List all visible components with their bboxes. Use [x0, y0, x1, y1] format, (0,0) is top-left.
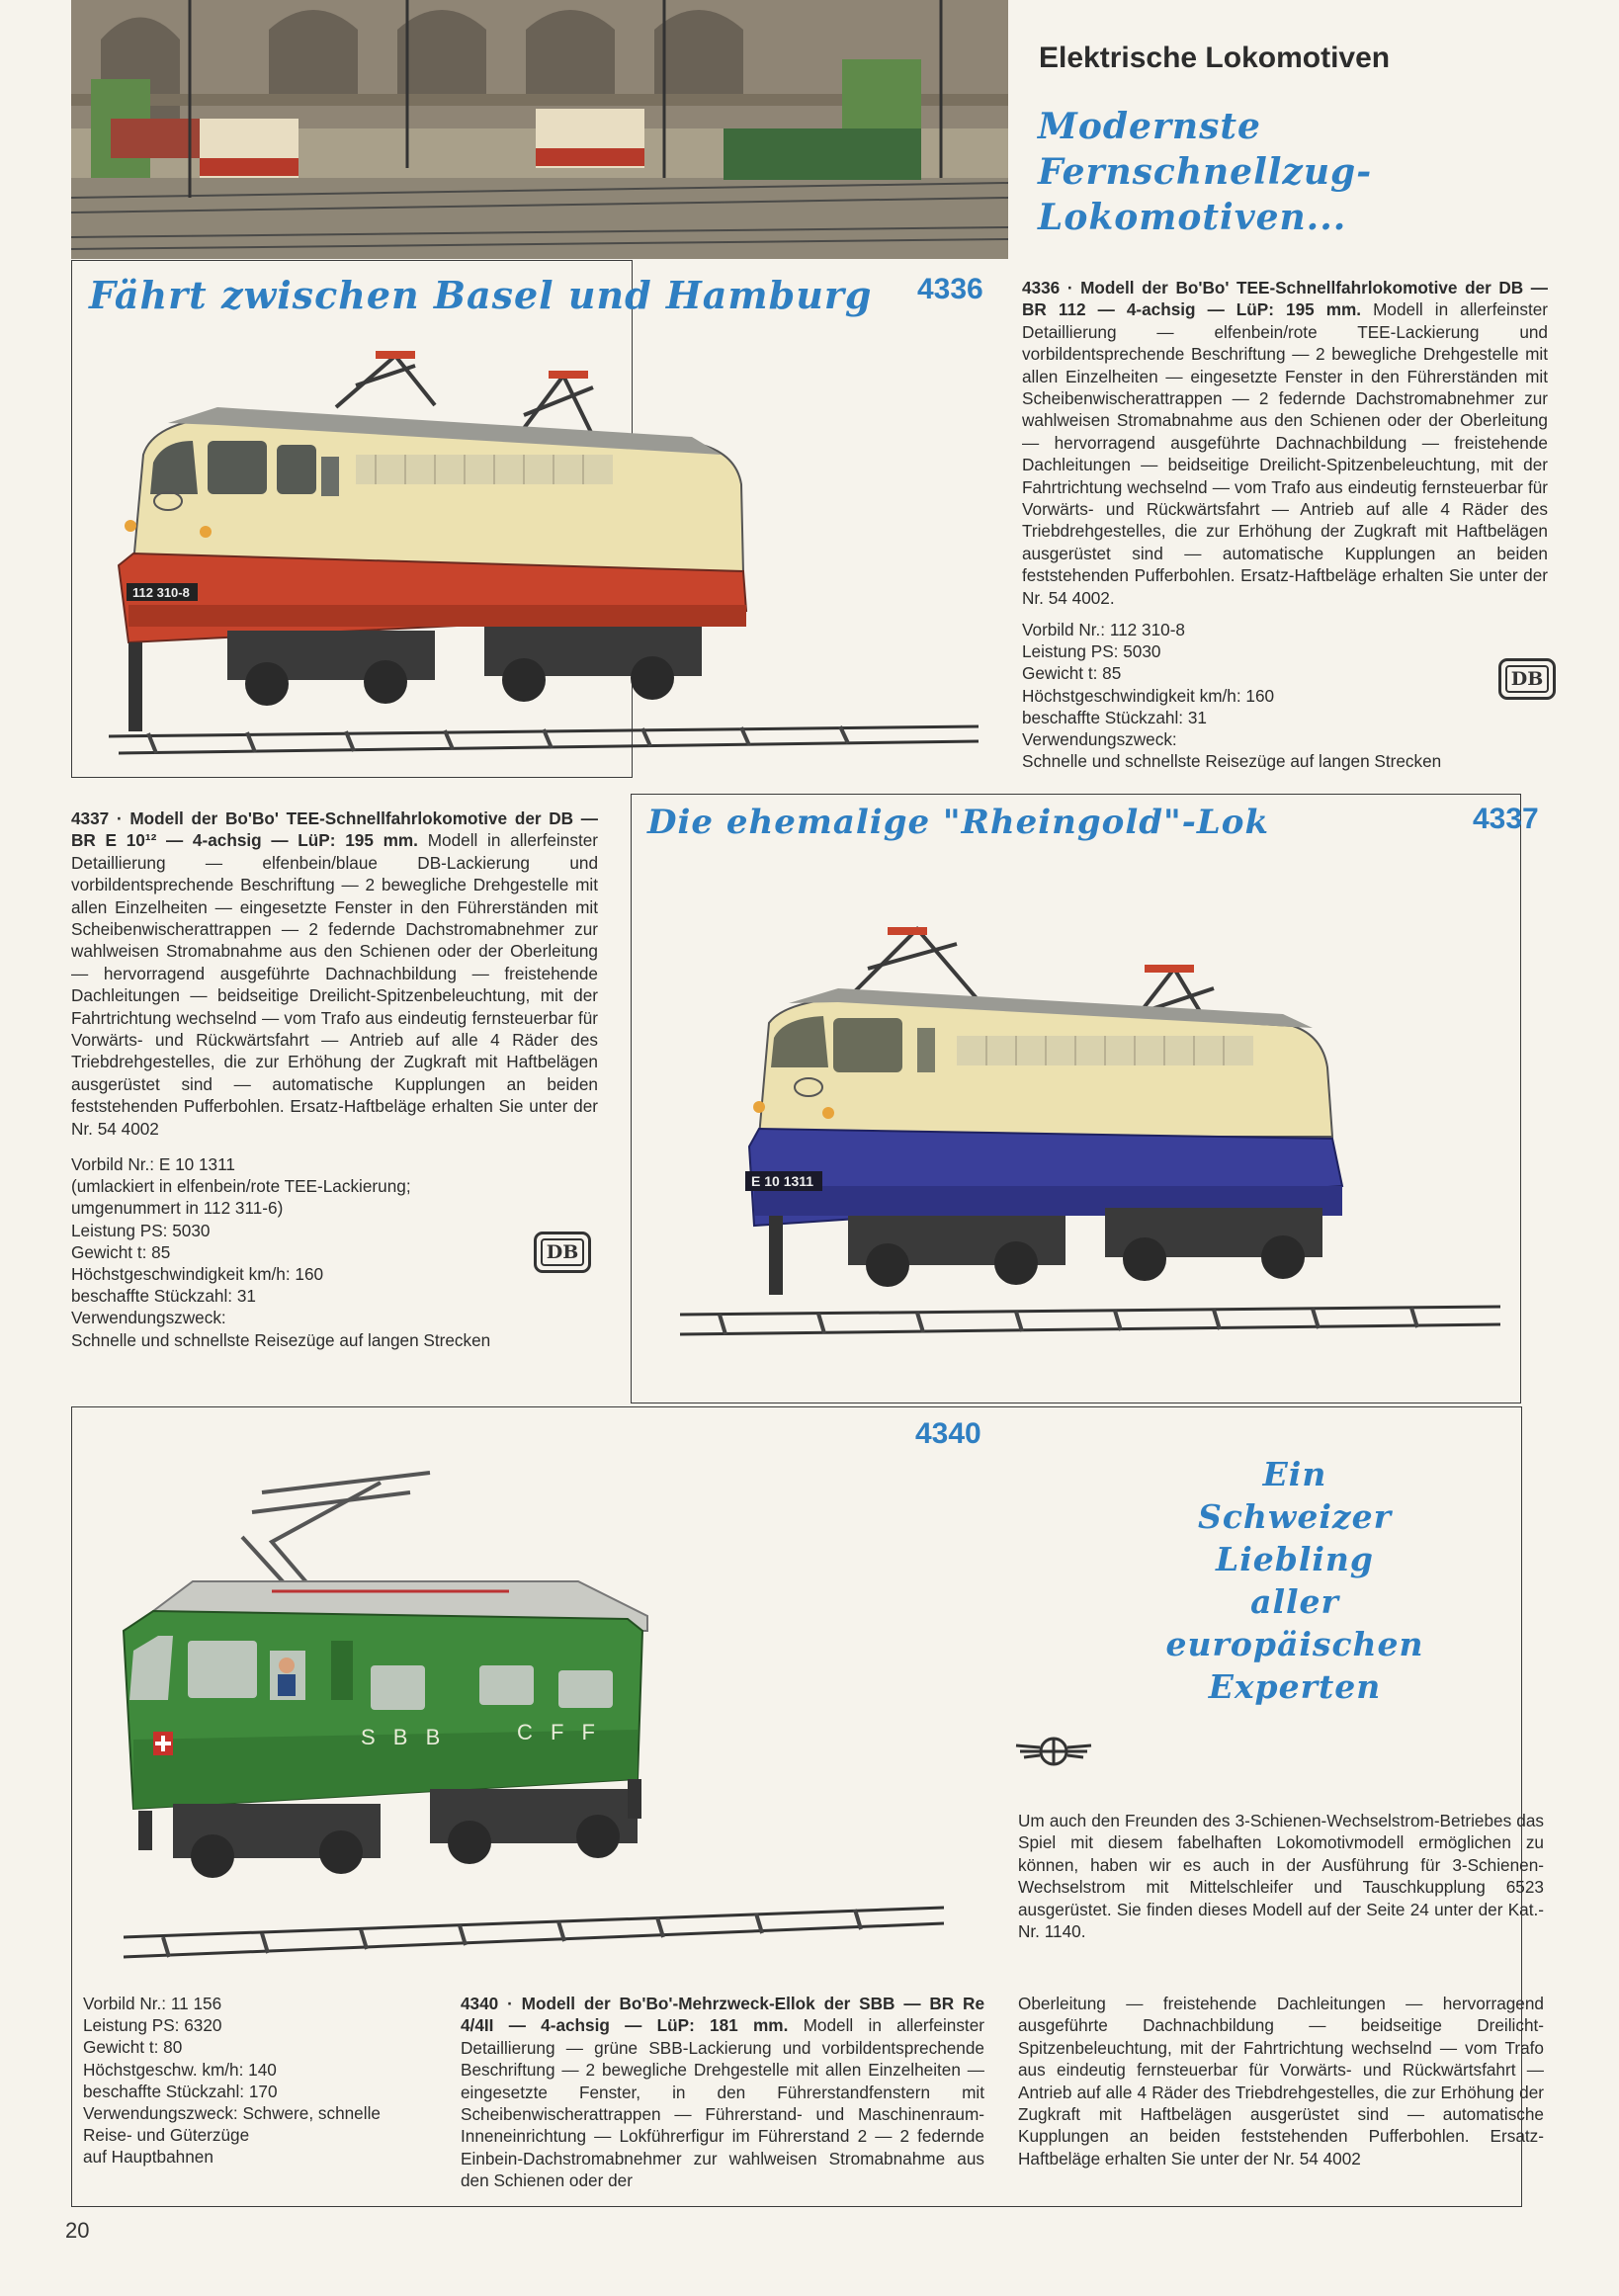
spec-line: Vorbild Nr.: 112 310-8: [1022, 620, 1185, 639]
slogan-line: europäischen: [1165, 1625, 1424, 1663]
locomotive-4337-image: [660, 919, 1510, 1354]
locomotive-4340-image: [114, 1443, 983, 1997]
spec-line: Vorbild Nr.: E 10 1311: [71, 1154, 235, 1174]
layout-photo: [71, 0, 1008, 259]
specs-4337: [71, 1153, 490, 1351]
spec-line: Verwendungszweck: Schwere, schnelle: [83, 2103, 381, 2124]
slogan-line: Lokomotiven...: [1038, 197, 1347, 238]
description-body: Oberleitung — freistehende Dachleitungen — hervorragend ausgeführte Dachnachbildung — beidseitige Dreilicht-Spitzenbeleuchtung, mit der Fahrtrichtung wechselnd — vom Trafo aus eindeutig fernsteuerbar für Vorwärts- und Rückwärtsfahrt — Antrieb auf alle 4 Räder des Triebdrehgestelles, die zur Erhöhung der Zugkraft mit Haftbelägen ausgerüstet sind — automatische Kupplungen an beiden feststehenden Pufferbohlen. Ersatz-Haftbeläge erhalten Sie unter der Nr. 54 4002: [1018, 1994, 1544, 2168]
spec-line: Verwendungszweck:: [71, 1308, 226, 1328]
slogan-line: Experten: [1208, 1667, 1382, 1706]
db-logo: DB: [534, 1232, 591, 1273]
locomotive-4336-image: [109, 346, 998, 761]
description-body: Modell in allerfeinster Detaillierung — elfenbein/blaue DB-Lackierung und vorbildentsprechende Beschriftung — 2 bewegliche Drehgestelle mit allen Einzelheiten — eingesetzte Fenster in den Führerständen mit Scheibenwischerattrappen — 2 federnde Dachstromabnehmer zur wahlweisen Stromabnahme aus den Schienen oder der Oberleitung — hervorragend ausgeführte Dachnachbildung — freistehende Dachleitungen — beidseitige Dreilicht-Spitzenbeleuchtung, mit der Fahrtrichtung wechselnd — vom Trafo aus eindeutig fernsteuerbar für Vorwärts- und Rückwärtsfahrt — Antrieb auf alle 4 Räder des Triebdrehgestelles, die zur Erhöhung der Zugkraft mit Haftbelägen ausgerüstet sind — automatische Kupplungen an beiden feststehenden Pufferbohlen. Ersatz-Haftbeläge erhalten Sie unter der Nr. 54 4002: [71, 830, 599, 1139]
db-logo: DB: [1498, 658, 1556, 700]
catchline: Fährt zwischen Basel und Hamburg: [89, 273, 873, 317]
specs-4336: [1022, 619, 1441, 772]
spec-line: Leistung PS: 5030: [1022, 641, 1161, 662]
description-4337: [71, 808, 598, 1140]
spec-line: Höchstgeschw. km/h: 140: [83, 2059, 277, 2080]
description-4336: [1022, 277, 1548, 609]
spec-line: beschaffte Stückzahl: 31: [71, 1286, 256, 1307]
winged-wheel-icon: [1014, 1732, 1093, 1771]
slogan-line: Liebling: [1216, 1540, 1374, 1578]
spec-line: beschaffte Stückzahl: 31: [1022, 707, 1207, 727]
item-number: 4336: [917, 273, 983, 305]
spec-line: Reise- und Güterzüge: [83, 2125, 250, 2146]
description-heading: 4337 · Modell der Bo'Bo' TEE-Schnellfahrlokomotive der DB — BR E 10¹² — 4-achsig — LüP: 195 mm.: [71, 808, 598, 851]
description-4340-continued: [1018, 1993, 1544, 2169]
spec-line: Leistung PS: 6320: [83, 2015, 222, 2036]
slogan: [1038, 104, 1372, 240]
note-body: Um auch den Freunden des 3-Schienen-Wechselstrom-Betriebes das Spiel mit diesem fabelhaften Lokomotivmodell ermöglichen zu können, haben wir es auch in der Ausführung für 3-Schienen-Wechselstrom mit Mittelschleifer und Tauschkupplung 6523 ausgerüstet. Sie finden dieses Modell auf der Seite 24 unter der Kat.-Nr. 1140.: [1018, 1811, 1544, 1942]
loco-lettering: S B B: [361, 1725, 447, 1749]
spec-line: Gewicht t: 85: [71, 1241, 171, 1262]
slogan-4340: [1137, 1453, 1453, 1708]
description-heading: 4336 · Modell der Bo'Bo' TEE-Schnellfahrlokomotive der DB — BR 112 — 4-achsig — LüP: 195 mm.: [1022, 278, 1548, 320]
note-4340: [1018, 1810, 1544, 1942]
slogan-line: Fernschnellzug-: [1038, 151, 1373, 193]
spec-line: Schnelle und schnellste Reisezüge auf langen Strecken: [1022, 751, 1442, 772]
spec-line: (umlackiert in elfenbein/rote TEE-Lackierung;: [71, 1176, 411, 1197]
spec-line: Gewicht t: 85: [1022, 663, 1122, 684]
page-number: 20: [65, 2218, 90, 2243]
loco-number-label: E 10 1311: [751, 1173, 814, 1189]
description-body: Modell in allerfeinster Detaillierung — grüne SBB-Lackierung und vorbildentsprechende Beschriftung — 2 bewegliche Drehgestelle mit allen Einzelheiten — eingesetzte Fenster, in den Führerstandfenstern mit Scheibenwischerattrappen — Führerstand- und Maschinenraum-Inneneinrichtung — Lokführerfigur im Führerstand 2 — 2 federnde Einbein-Dachstromabnehmer zur wahlweisen Stromabnahme aus den Schienen oder der: [461, 2015, 984, 2191]
spec-line: Leistung PS: 5030: [71, 1220, 211, 1240]
spec-line: auf Hauptbahnen: [83, 2147, 213, 2168]
catchline: Die ehemalige "Rheingold"-Lok: [647, 803, 1269, 842]
spec-line: umgenummert in 112 311-6): [71, 1198, 284, 1219]
spec-line: Höchstgeschwindigkeit km/h: 160: [1022, 685, 1275, 706]
slogan-line: aller: [1250, 1582, 1339, 1621]
loco-lettering: C F F: [517, 1720, 601, 1744]
description-heading: 4340 · Modell der Bo'Bo'-Mehrzweck-Ellok der SBB — BR Re 4/4II — 4-achsig — LüP: 181 mm.: [461, 1994, 984, 2036]
spec-line: Höchstgeschwindigkeit km/h: 160: [71, 1264, 324, 1285]
specs-4340: [83, 1993, 381, 2168]
item-number: 4340: [915, 1417, 981, 1450]
spec-line: Schnelle und schnellste Reisezüge auf langen Strecken: [71, 1329, 491, 1350]
spec-line: Vorbild Nr.: 11 156: [83, 1994, 222, 2013]
spec-line: Gewicht t: 80: [83, 2037, 183, 2058]
page-heading: Elektrische Lokomotiven: [1039, 42, 1391, 74]
slogan-line: Schweizer: [1198, 1497, 1392, 1536]
description-body: Modell in allerfeinster Detaillierung — elfenbein/rote TEE-Lackierung und vorbildentsprechende Beschriftung — 2 bewegliche Drehgestelle mit allen Einzelheiten — eingesetzte Fenster in den Führerständen mit Scheibenwischerattrappen — 2 federnde Dachstromabnehmer zur wahlweisen Stromabnahme aus den Schienen oder der Oberleitung — hervorragend ausgeführte Dachnachbildung — freistehende Dachleitungen — beidseitige Dreilicht-Spitzenbeleuchtung, mit der Fahrtrichtung wechselnd — vom Trafo aus eindeutig fernsteuerbar für Vorwärts- und Rückwärtsfahrt — Antrieb auf alle 4 Räder des Triebdrehgestelles, die zur Erhöhung der Zugkraft mit Haftbelägen ausgerüstet sind — automatische Kupplungen an beiden feststehenden Pufferbohlen. Ersatz-Haftbeläge erhalten Sie unter der Nr. 54 4002.: [1022, 299, 1548, 608]
slogan-line: Ein: [1262, 1455, 1327, 1493]
description-4340: [461, 1993, 984, 2192]
spec-line: Verwendungszweck:: [1022, 729, 1177, 750]
loco-number-label: 112 310-8: [132, 585, 190, 600]
spec-line: beschaffte Stückzahl: 170: [83, 2081, 278, 2101]
slogan-line: Modernste: [1038, 106, 1261, 147]
item-number: 4337: [1473, 803, 1539, 835]
